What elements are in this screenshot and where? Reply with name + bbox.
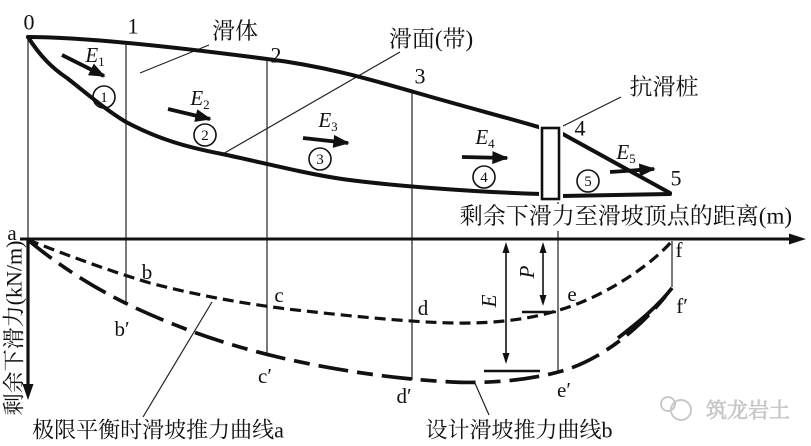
dim-P-label: P <box>515 265 539 279</box>
segment-number-4: 4 <box>480 170 488 186</box>
caption-curve-b: 设计滑坡推力曲线b <box>425 417 613 443</box>
slide-surface-label: 滑面(带) <box>388 26 474 52</box>
section-point-2: 2 <box>270 42 282 68</box>
point-b: b <box>141 260 153 284</box>
section-point-1: 1 <box>127 13 139 39</box>
origin-label: a <box>7 221 17 245</box>
point-c-prime: c′ <box>258 364 272 388</box>
force-label-E4: $E_4$ <box>475 125 495 151</box>
dim-E-label: E <box>477 294 501 308</box>
slide-surface-right-of-pile <box>562 194 670 196</box>
caption-curve-a: 极限平衡时滑坡推力曲线a <box>32 417 284 443</box>
segment-number-2: 2 <box>201 128 209 144</box>
segment-number-3: 3 <box>316 152 324 168</box>
anti-slide-pile <box>542 128 559 199</box>
force-label-E3: $E_3$ <box>318 108 338 134</box>
section-point-4: 4 <box>574 115 586 141</box>
segment-number-5: 5 <box>584 174 592 190</box>
force-label-E2: $E_2$ <box>190 86 210 112</box>
section-point-3: 3 <box>414 63 426 89</box>
point-f-prime: f′ <box>676 294 688 318</box>
section-point-5: 5 <box>670 165 682 191</box>
segment-number-1: 1 <box>100 90 108 106</box>
point-b-prime: b′ <box>114 317 130 341</box>
force-label-E5: $E_5$ <box>616 140 636 166</box>
y-axis-title: 剩余下滑力(kN/m) <box>1 240 27 416</box>
force-label-E1: $E_1$ <box>85 43 105 69</box>
point-d-prime: d′ <box>396 384 412 408</box>
anti-slide-pile-label: 抗滑桩 <box>629 74 699 100</box>
point-d: d <box>417 296 429 320</box>
point-c: c <box>274 283 284 307</box>
watermark-text: 筑龙岩土 <box>706 399 790 423</box>
x-axis-title: 剩余下滑力至滑坡顶点的距离(m) <box>459 203 792 229</box>
point-f: f <box>675 238 683 262</box>
section-point-0: 0 <box>23 9 35 35</box>
force-arrow-E4 <box>462 157 507 158</box>
slide-body-label: 滑体 <box>212 18 258 44</box>
point-e-prime: e′ <box>557 378 571 402</box>
point-e: e <box>567 282 577 306</box>
